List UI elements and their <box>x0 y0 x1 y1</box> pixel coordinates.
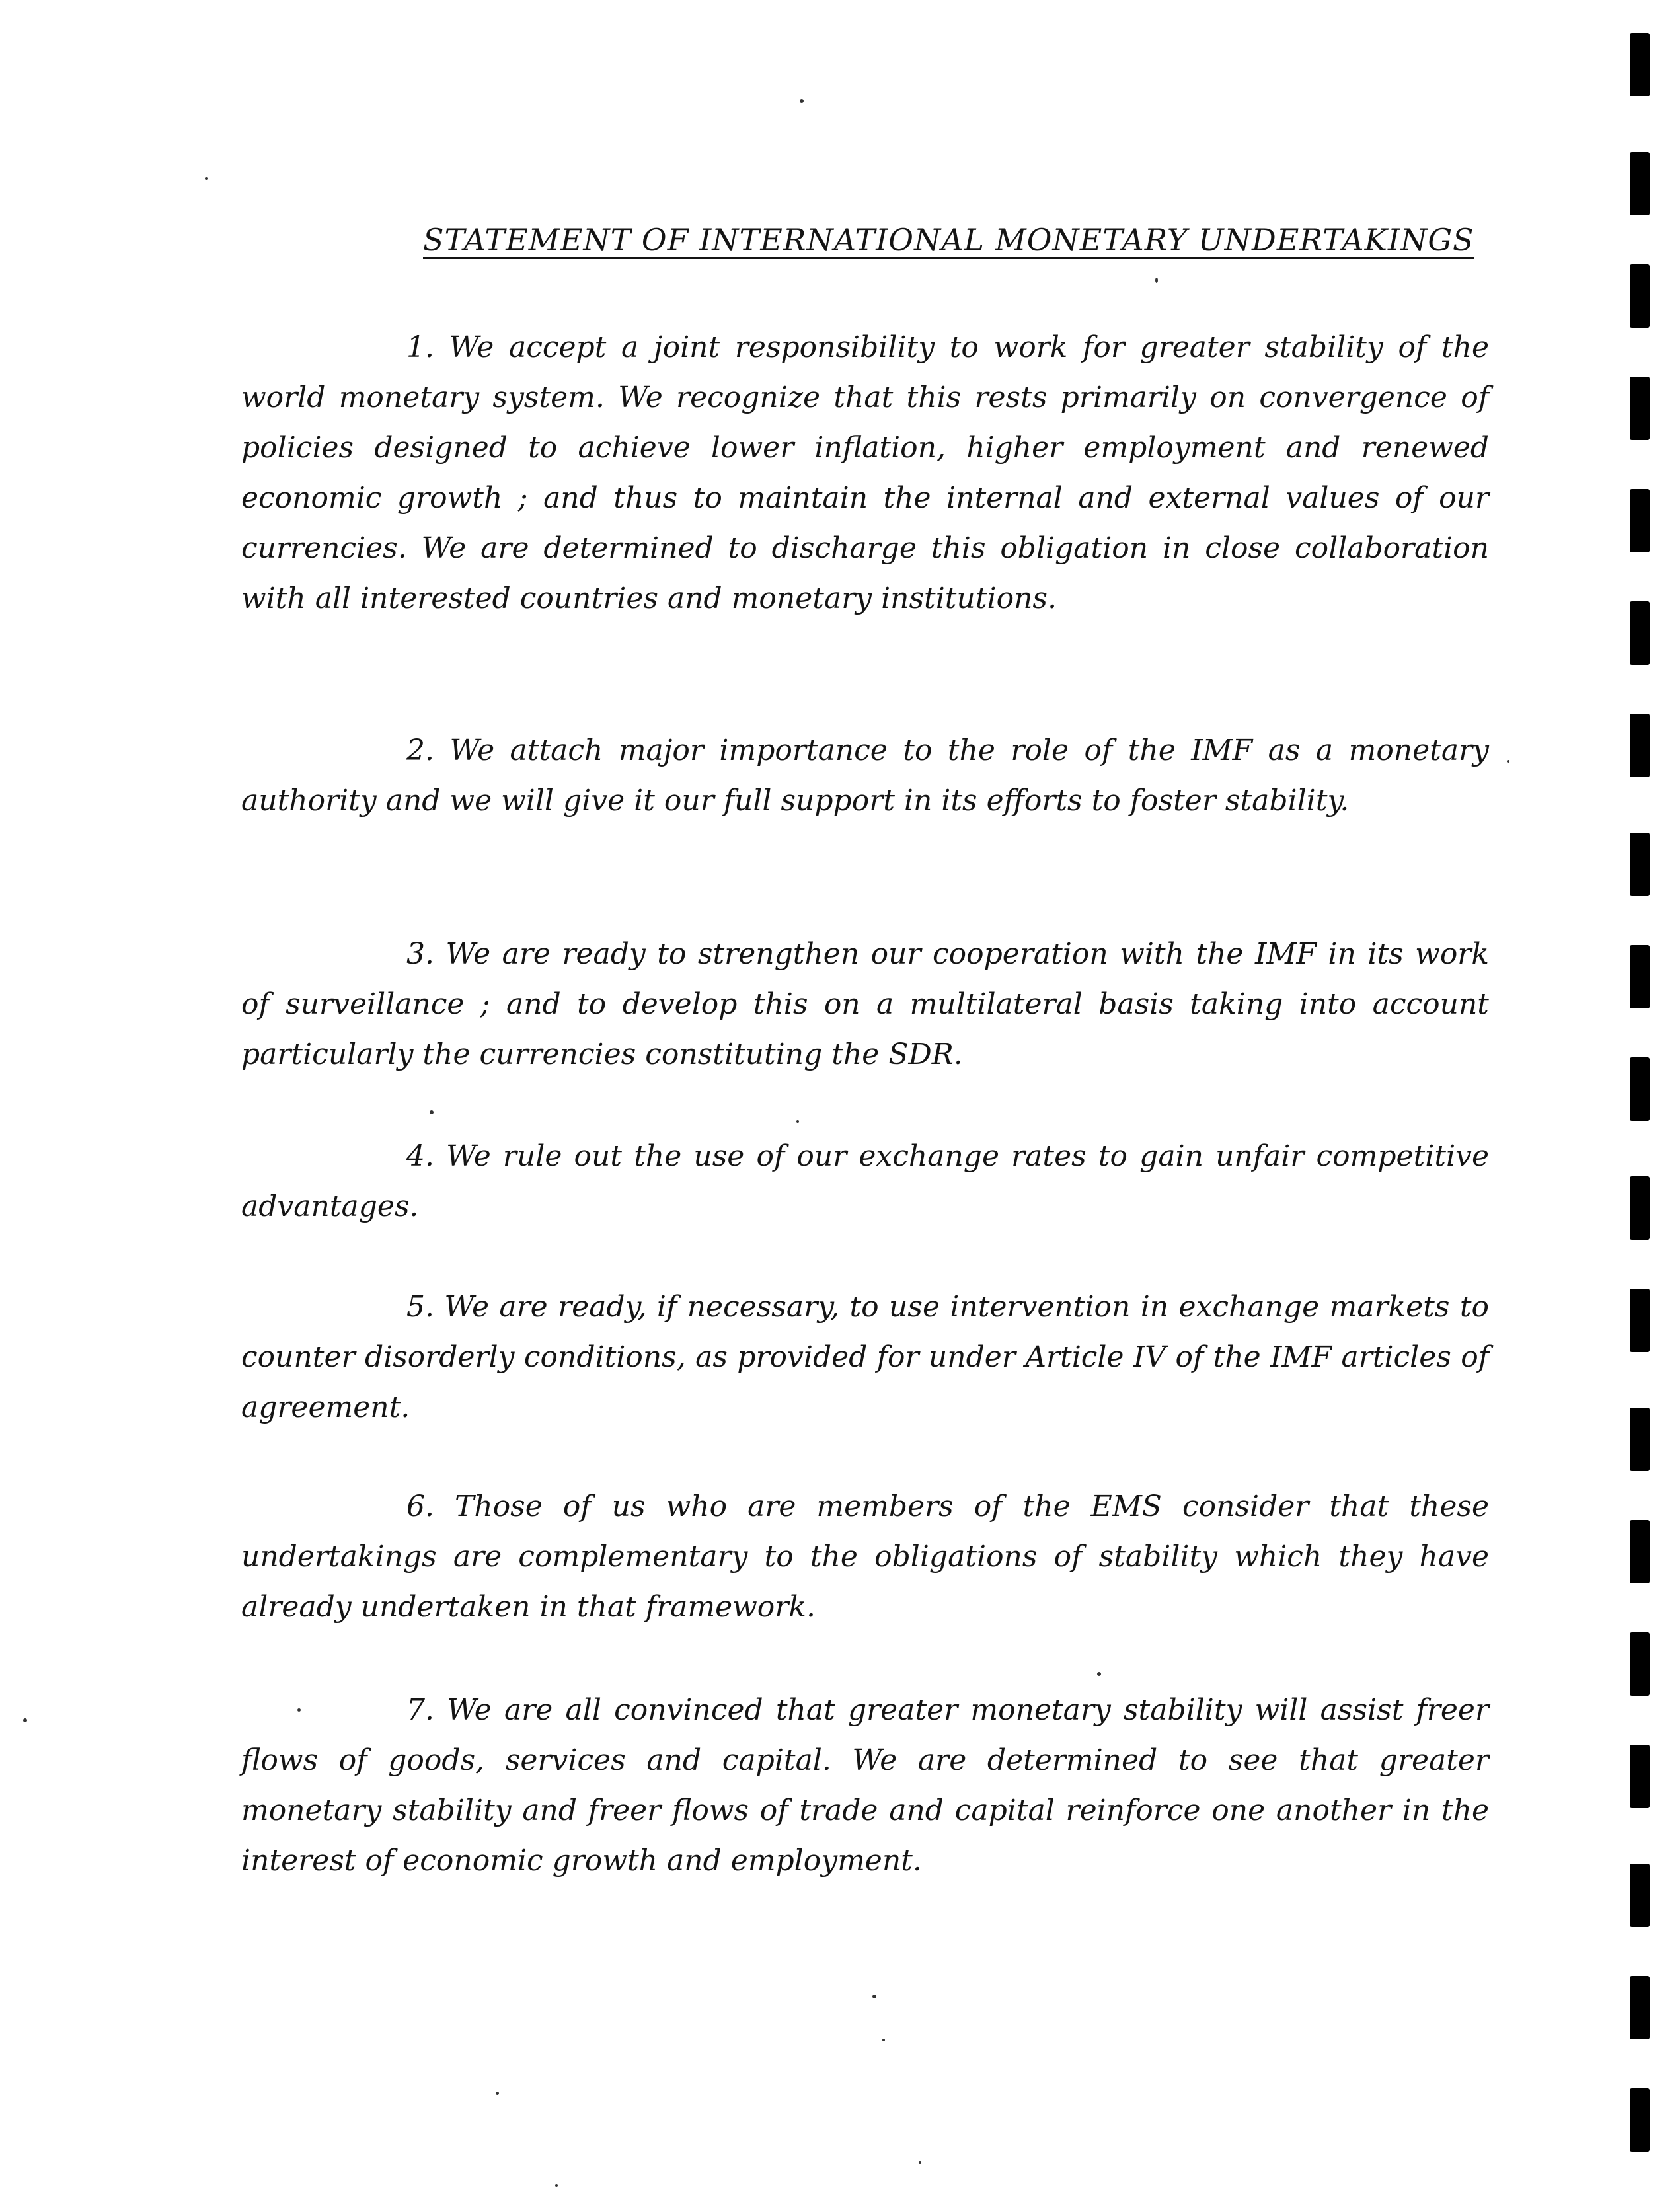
binder-mark <box>1630 714 1650 777</box>
binder-mark <box>1630 377 1650 440</box>
paragraph-1: 1. We accept a joint responsibility to work for greater stability of the world monetary system. We recognize that this rests primarily on convergence of policies designed to achieve lower inflation, higher employment and renewed economic growth ; and thus to maintain the internal and external values of our currencies. We are determined to discharge this obligation in close collaboration with all interested countries and monetary institutions. <box>241 330 1489 615</box>
binder-mark <box>1630 1176 1650 1240</box>
binder-mark <box>1630 1632 1650 1696</box>
binder-mark <box>1630 601 1650 665</box>
paragraph-7: 7. We are all convinced that greater monetary stability will assist freer flows of goods, services and capital. We are determined to see that greater monetary stability and freer flows of trade and capital reinforce one another in the interest of economic growth and employment. <box>241 1693 1489 1878</box>
binder-mark <box>1630 833 1650 896</box>
speck <box>430 1110 434 1114</box>
speck <box>555 2184 558 2187</box>
speck <box>205 177 208 180</box>
binder-mark <box>1630 1408 1650 1471</box>
speck <box>882 2039 885 2041</box>
binder-mark <box>1630 945 1650 1008</box>
binder-mark <box>1630 264 1650 328</box>
paragraph-2: 2. We attach major importance to the role of the IMF as a monetary authority and we will give it our full support in its efforts to foster stability. <box>241 734 1489 818</box>
speck <box>1507 760 1509 763</box>
speck <box>1155 278 1158 283</box>
speck <box>23 1718 27 1722</box>
binder-mark <box>1630 1864 1650 1927</box>
binder-mark <box>1630 1520 1650 1583</box>
paragraph-6: 6. Those of us who are members of the EMS consider that these undertakings are complementary to the obligations of stability which they have already undertaken in that framework. <box>241 1490 1489 1624</box>
speck <box>800 99 804 103</box>
paragraph-5: 5. We are ready, if necessary, to use intervention in exchange markets to counter disorderly conditions, as provided for under Article IV of the IMF articles of agreement. <box>241 1290 1489 1424</box>
binder-mark <box>1630 152 1650 215</box>
speck <box>496 2092 499 2095</box>
binder-mark <box>1630 1289 1650 1352</box>
speck <box>796 1120 799 1123</box>
speck <box>872 1995 876 1998</box>
speck <box>919 2161 921 2164</box>
binder-mark <box>1630 2088 1650 2152</box>
binder-marks <box>1630 0 1656 2206</box>
binder-mark <box>1630 1745 1650 1808</box>
paragraph-3: 3. We are ready to strengthen our cooperation with the IMF in its work of surveillance ; and to develop this on a multilateral basis taking into account particularly the currencies constituting the SDR. <box>241 937 1489 1071</box>
paragraph-4: 4. We rule out the use of our exchange rates to gain unfair competitive advantages. <box>241 1139 1489 1223</box>
binder-mark <box>1630 1976 1650 2039</box>
binder-mark <box>1630 33 1650 96</box>
speck <box>1097 1672 1101 1676</box>
binder-mark <box>1630 1057 1650 1121</box>
binder-mark <box>1630 489 1650 552</box>
document-title: STATEMENT OF INTERNATIONAL MONETARY UNDERTAKINGS <box>423 222 1474 258</box>
